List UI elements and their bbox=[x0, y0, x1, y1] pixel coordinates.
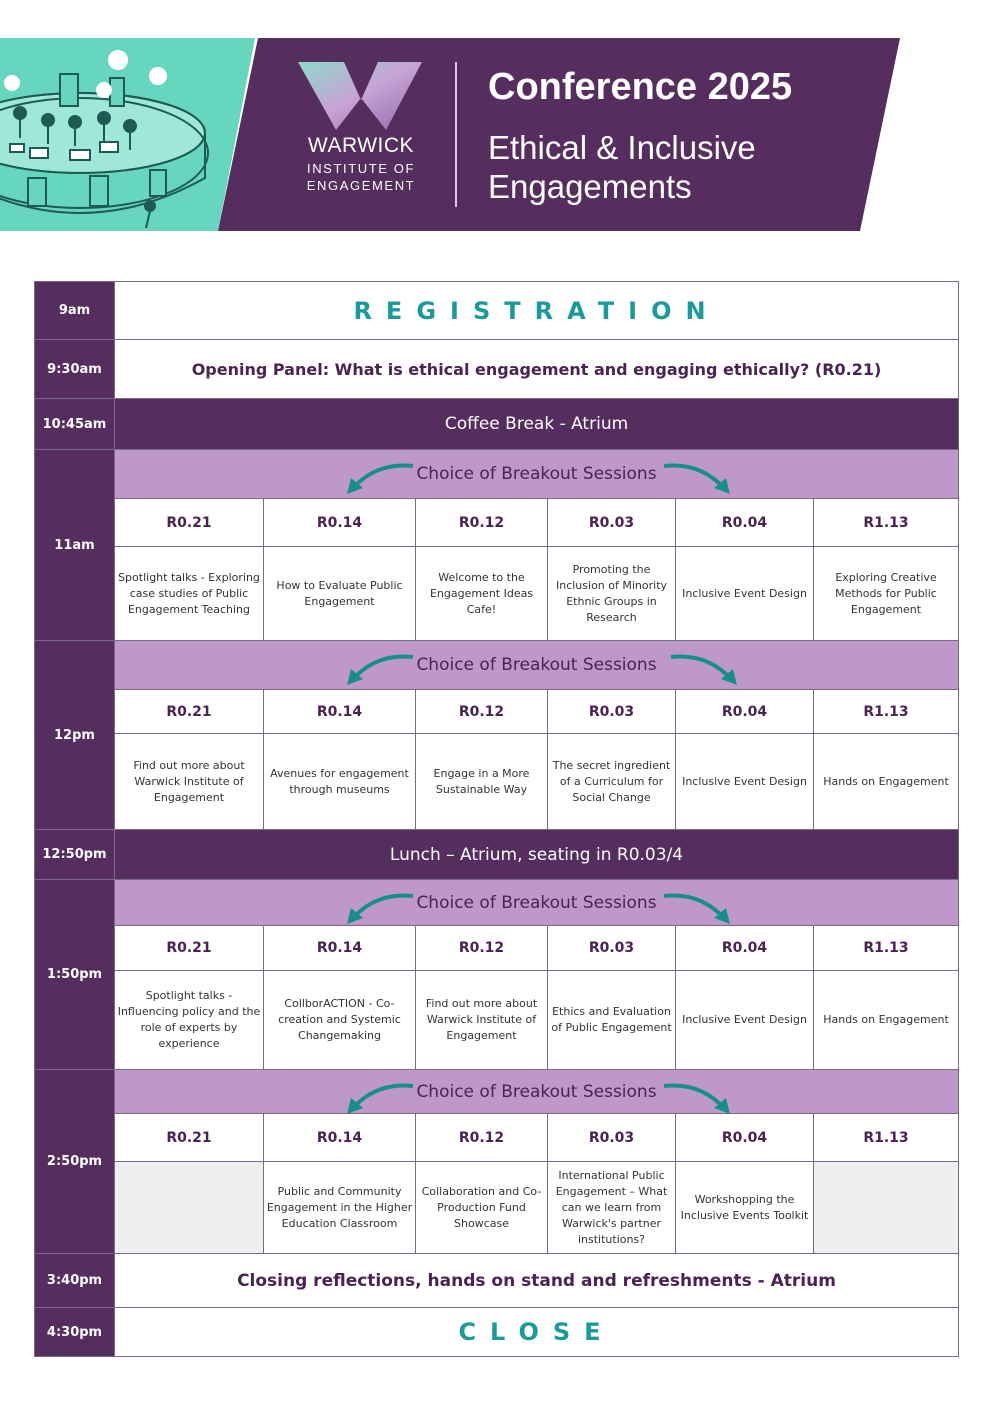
logo-subline-2: ENGAGEMENT bbox=[306, 178, 416, 193]
arrow-left-icon bbox=[347, 888, 417, 924]
room-label: R0.04 bbox=[676, 926, 814, 971]
choice-label: Choice of Breakout Sessions bbox=[416, 655, 657, 675]
choice-label: Choice of Breakout Sessions bbox=[416, 464, 657, 484]
room-label: R0.12 bbox=[416, 499, 548, 547]
lunch-label: Lunch – Atrium, seating in R0.03/4 bbox=[115, 830, 959, 880]
row-coffee bbox=[35, 399, 959, 450]
room-label: R0.03 bbox=[548, 499, 676, 547]
session-cell: Inclusive Event Design bbox=[676, 547, 814, 641]
row-rooms bbox=[35, 499, 959, 547]
room-label: R0.12 bbox=[416, 926, 548, 971]
room-label: R0.21 bbox=[115, 690, 264, 734]
room-label: R0.12 bbox=[416, 1114, 548, 1162]
row-opening bbox=[35, 340, 959, 399]
session-cell: Spotlight talks - Exploring case studies of Public Engagement Teaching bbox=[115, 547, 264, 641]
header-divider bbox=[455, 62, 457, 207]
time-cell: 9:30am bbox=[35, 340, 115, 399]
time-cell: 10:45am bbox=[35, 399, 115, 450]
room-label: R1.13 bbox=[814, 926, 959, 971]
row-sessions bbox=[35, 547, 959, 641]
room-label: R0.03 bbox=[548, 690, 676, 734]
row-close bbox=[35, 1308, 959, 1357]
time-cell: 3:40pm bbox=[35, 1254, 115, 1308]
session-cell: Find out more about Warwick Institute of Engagement bbox=[416, 971, 548, 1070]
time-cell: 4:30pm bbox=[35, 1308, 115, 1357]
room-label: R0.03 bbox=[548, 1114, 676, 1162]
session-cell: Promoting the Inclusion of Minority Ethnic Groups in Research bbox=[548, 547, 676, 641]
coffee-break-label: Coffee Break - Atrium bbox=[115, 399, 959, 450]
room-label: R0.21 bbox=[115, 926, 264, 971]
arrow-left-icon bbox=[347, 458, 417, 494]
choice-label: Choice of Breakout Sessions bbox=[416, 892, 657, 913]
session-cell: Hands on Engagement bbox=[814, 971, 959, 1070]
logo-wordmark: WARWICK bbox=[307, 134, 415, 157]
row-sessions bbox=[35, 1162, 959, 1254]
time-cell: 9am bbox=[35, 282, 115, 340]
arrow-left-icon bbox=[347, 649, 417, 685]
session-cell: Public and Community Engagement in the Higher Education Classroom bbox=[264, 1162, 416, 1254]
room-label: R0.12 bbox=[416, 690, 548, 734]
session-cell: Collaboration and Co-Production Fund Showcase bbox=[416, 1162, 548, 1254]
row-sessions bbox=[35, 734, 959, 830]
time-cell: 12:50pm bbox=[35, 830, 115, 880]
session-cell: The secret ingredient of a Curriculum for Social Change bbox=[548, 734, 676, 830]
row-registration bbox=[35, 282, 959, 340]
session-cell: Ethics and Evaluation of Public Engagement bbox=[548, 971, 676, 1070]
choice-label: Choice of Breakout Sessions bbox=[416, 1081, 657, 1102]
registration-label: REGISTRATION bbox=[353, 296, 720, 325]
arrow-right-icon bbox=[660, 1078, 730, 1114]
row-choice bbox=[35, 1070, 959, 1114]
room-label: R0.04 bbox=[676, 499, 814, 547]
session-cell: Inclusive Event Design bbox=[676, 971, 814, 1070]
closing-reflections-label: Closing reflections, hands on stand and refreshments - Atrium bbox=[237, 1270, 836, 1291]
session-cell: Workshopping the Inclusive Events Toolkit bbox=[676, 1162, 814, 1254]
row-choice bbox=[35, 641, 959, 690]
session-cell: Spotlight talks - Influencing policy and the role of experts by experience bbox=[115, 971, 264, 1070]
session-cell: Exploring Creative Methods for Public Engagement bbox=[814, 547, 959, 641]
row-rooms bbox=[35, 690, 959, 734]
header-banner bbox=[0, 38, 992, 231]
logo-subline-1: INSTITUTE OF bbox=[306, 161, 416, 176]
schedule-table bbox=[34, 281, 959, 1357]
room-label: R0.04 bbox=[676, 1114, 814, 1162]
row-lunch bbox=[35, 830, 959, 880]
warwick-logo bbox=[296, 60, 426, 210]
room-label: R0.14 bbox=[264, 499, 416, 547]
room-label: R0.03 bbox=[548, 926, 676, 971]
time-cell: 2:50pm bbox=[35, 1070, 115, 1254]
illustration-image bbox=[0, 38, 240, 231]
row-closing bbox=[35, 1254, 959, 1308]
logo-mark-icon bbox=[296, 60, 426, 132]
room-label: R0.14 bbox=[264, 926, 416, 971]
session-cell: Find out more about Warwick Institute of Engagement bbox=[115, 734, 264, 830]
row-choice bbox=[35, 450, 959, 499]
conference-subtitle: Ethical & Inclusive Engagements bbox=[488, 129, 756, 205]
row-rooms bbox=[35, 1114, 959, 1162]
row-rooms bbox=[35, 926, 959, 971]
opening-panel-label: Opening Panel: What is ethical engagement and engaging ethically? (R0.21) bbox=[191, 359, 882, 379]
row-sessions bbox=[35, 971, 959, 1070]
room-label: R1.13 bbox=[814, 690, 959, 734]
session-cell: Avenues for engagement through museums bbox=[264, 734, 416, 830]
empty-session-cell bbox=[814, 1162, 959, 1254]
room-label: R0.04 bbox=[676, 690, 814, 734]
session-cell: CollborACTION - Co-creation and Systemic Changemaking bbox=[264, 971, 416, 1070]
conference-title: Conference 2025 bbox=[488, 66, 793, 108]
time-cell: 12pm bbox=[35, 641, 115, 830]
arrow-right-icon bbox=[660, 458, 730, 494]
session-cell: International Public Engagement – What can we learn from Warwick's partner institutions? bbox=[548, 1162, 676, 1254]
time-cell: 11am bbox=[35, 450, 115, 641]
session-cell: Hands on Engagement bbox=[814, 734, 959, 830]
close-label: CLOSE bbox=[458, 1318, 615, 1346]
session-cell: Inclusive Event Design bbox=[676, 734, 814, 830]
arrow-right-icon bbox=[667, 649, 737, 685]
session-cell: Welcome to the Engagement Ideas Cafe! bbox=[416, 547, 548, 641]
time-cell: 1:50pm bbox=[35, 880, 115, 1070]
room-label: R0.14 bbox=[264, 1114, 416, 1162]
room-label: R0.21 bbox=[115, 1114, 264, 1162]
row-choice bbox=[35, 880, 959, 926]
room-label: R0.21 bbox=[115, 499, 264, 547]
room-label: R1.13 bbox=[814, 1114, 959, 1162]
room-label: R0.14 bbox=[264, 690, 416, 734]
empty-session-cell bbox=[115, 1162, 264, 1254]
session-cell: How to Evaluate Public Engagement bbox=[264, 547, 416, 641]
arrow-left-icon bbox=[347, 1078, 417, 1114]
room-label: R1.13 bbox=[814, 499, 959, 547]
arrow-right-icon bbox=[660, 888, 730, 924]
session-cell: Engage in a More Sustainable Way bbox=[416, 734, 548, 830]
